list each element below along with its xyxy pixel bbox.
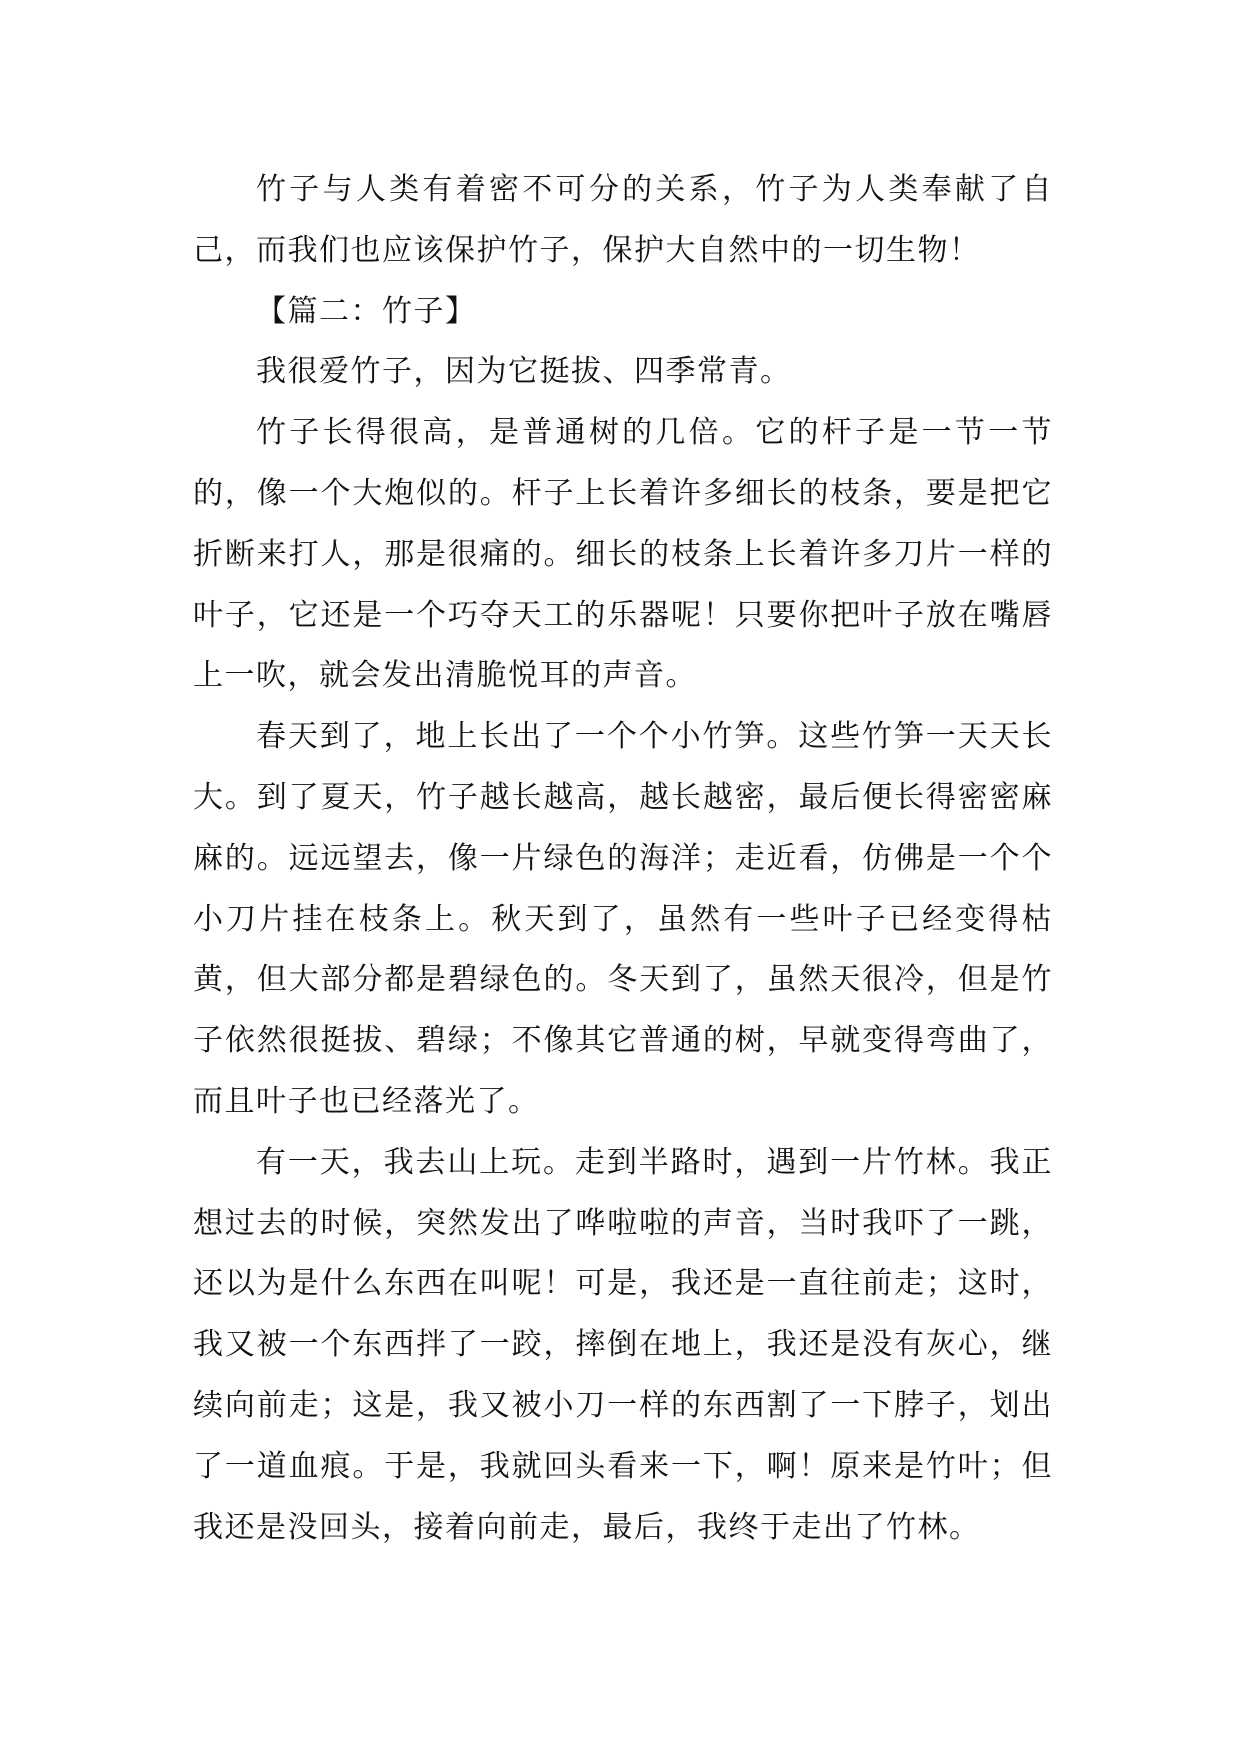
paragraph-seasons: 春天到了，地上长出了一个个小竹笋。这些竹笋一天天长大。到了夏天，竹子越长越高，越长越密，最后便长得密密麻麻的。远远望去，像一片绿色的海洋；走近看，仿佛是一个个小刀片挂在枝条上。秋天到了，虽然有一些叶子已经变得枯黄，但大部分都是碧绿色的。冬天到了，虽然天很冷，但是竹子依然很挺拔、碧绿；不像其它普通的树，早就变得弯曲了，而且叶子也已经落光了。 bbox=[193, 719, 1053, 1119]
paragraph-intro: 我很爱竹子，因为它挺拔、四季常青。 bbox=[256, 354, 792, 390]
section-heading: 【篇二：竹子】 bbox=[256, 293, 477, 329]
paragraph-story: 有一天，我去山上玩。走到半路时，遇到一片竹林。我正想过去的时候，突然发出了哗啦啦的声音，当时我吓了一跳，还以为是什么东西在叫呢！可是，我还是一直往前走；这时，我又被一个东西拌了一跤，摔倒在地上，我还是没有灰心，继续向前走；这是，我又被小刀一样的东西割了一下脖子，划出了一道血痕。于是，我就回头看来一下，啊！原来是竹叶；但我还是没回头，接着向前走，最后，我终于走出了竹林。 bbox=[193, 1144, 1053, 1545]
document-body bbox=[193, 160, 1053, 1558]
paragraph-conclusion: 竹子与人类有着密不可分的关系，竹子为人类奉献了自己，而我们也应该保护竹子，保护大自然中的一切生物！ bbox=[193, 172, 1053, 268]
paragraph-appearance: 竹子长得很高，是普通树的几倍。它的杆子是一节一节的，像一个大炮似的。杆子上长着许多细长的枝条，要是把它折断来打人，那是很痛的。细长的枝条上长着许多刀片一样的叶子，它还是一个巧夺天工的乐器呢！只要你把叶子放在嘴唇上一吹，就会发出清脆悦耳的声音。 bbox=[193, 415, 1053, 694]
